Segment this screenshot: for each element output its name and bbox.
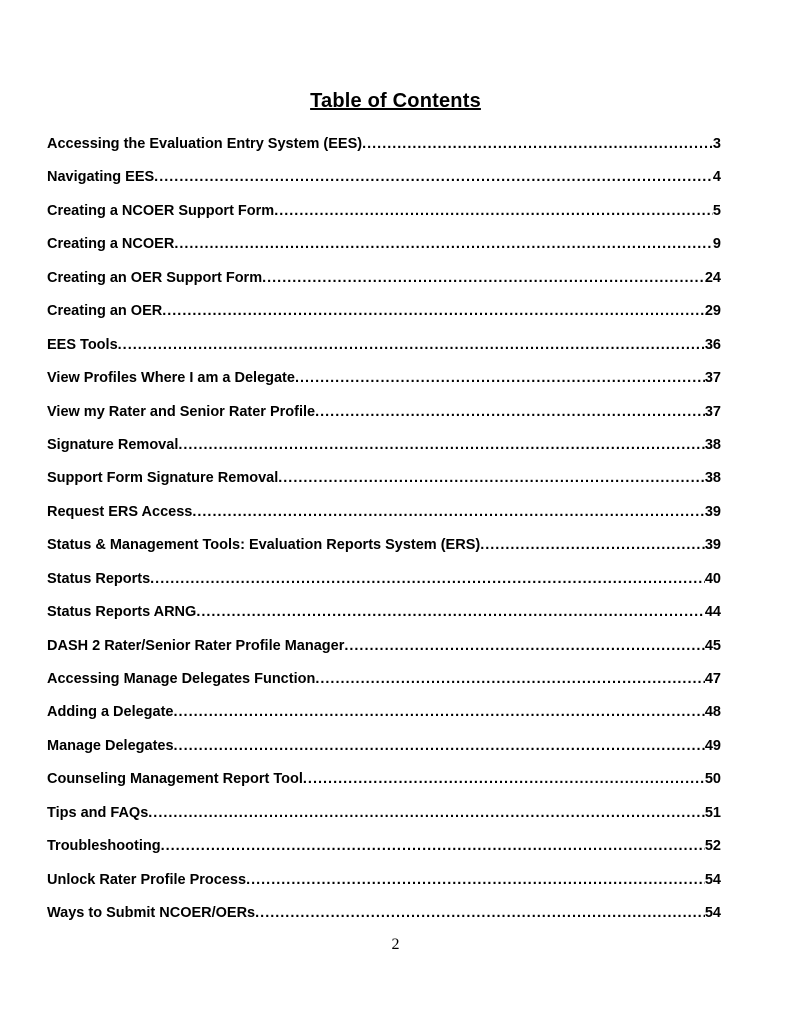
toc-leader-dots — [278, 470, 705, 486]
toc-entry-label: Creating a NCOER — [47, 236, 175, 253]
toc-entry[interactable] — [47, 604, 721, 637]
toc-entry[interactable] — [47, 504, 721, 537]
toc-entry-label: Signature Removal — [47, 436, 179, 453]
toc-entry-label: View Profiles Where I am a Delegate — [47, 370, 295, 387]
toc-leader-dots — [344, 638, 705, 654]
toc-entry[interactable] — [47, 905, 721, 938]
toc-leader-dots — [174, 236, 713, 252]
toc-entry[interactable] — [47, 169, 721, 202]
toc-entry[interactable] — [47, 236, 721, 269]
toc-entry[interactable] — [47, 805, 721, 838]
toc-entry-label: Unlock Rater Profile Process — [47, 871, 247, 888]
toc-leader-dots — [362, 136, 713, 152]
toc-entry-label: EES Tools — [47, 336, 118, 353]
toc-entry[interactable] — [47, 738, 721, 771]
toc-leader-dots — [192, 504, 705, 520]
toc-leader-dots — [162, 303, 705, 319]
toc-leader-dots — [174, 738, 705, 754]
toc-entry-page: 39 — [704, 537, 721, 554]
toc-entry-page: 54 — [704, 905, 721, 922]
toc-entry-page: 38 — [704, 470, 721, 487]
toc-entry-label: Ways to Submit NCOER/OERs — [47, 905, 256, 922]
toc-entry[interactable] — [47, 303, 721, 336]
toc-entry[interactable] — [47, 671, 721, 704]
toc-entry-label: Support Form Signature Removal — [47, 470, 279, 487]
toc-entry-label: Status & Management Tools: Evaluation Reports System (ERS) — [47, 537, 481, 554]
toc-entry[interactable] — [47, 537, 721, 570]
toc-entry-page: 50 — [704, 771, 721, 788]
toc-entry-page: 24 — [704, 269, 721, 286]
toc-entry-label: Creating a NCOER Support Form — [47, 202, 275, 219]
toc-leader-dots — [274, 203, 713, 219]
toc-entry-label: Manage Delegates — [47, 737, 174, 754]
toc-entry-label: Navigating EES — [47, 169, 155, 186]
toc-entry-label: Counseling Management Report Tool — [47, 771, 303, 788]
toc-entry[interactable] — [47, 370, 721, 403]
toc-entry-label: Accessing the Evaluation Entry System (EES) — [47, 136, 363, 152]
toc-entry-page: 54 — [704, 871, 721, 888]
toc-leader-dots — [295, 370, 705, 386]
toc-entry-page: 48 — [704, 704, 721, 721]
toc-entry-page: 38 — [704, 436, 721, 453]
toc-entry-page: 36 — [704, 336, 721, 353]
toc-entry[interactable] — [47, 337, 721, 370]
toc-leader-dots — [174, 704, 705, 720]
toc-entry-page: 52 — [704, 838, 721, 855]
toc-entry-label: DASH 2 Rater/Senior Rater Profile Manager — [47, 637, 345, 654]
toc-leader-dots — [148, 805, 705, 821]
toc-entry-page: 4 — [712, 169, 721, 186]
toc-entry[interactable] — [47, 437, 721, 470]
toc-entry[interactable] — [47, 571, 721, 604]
toc-leader-dots — [315, 404, 705, 420]
toc-entry-page: 49 — [704, 737, 721, 754]
toc-entry[interactable] — [47, 704, 721, 737]
footer-page-number: 2 — [391, 936, 400, 953]
toc-leader-dots — [262, 270, 705, 286]
toc-entry-page: 40 — [704, 570, 721, 587]
toc-leader-dots — [154, 169, 713, 185]
page-title: Table of Contents — [310, 90, 481, 112]
toc-entry-label: Status Reports ARNG — [47, 604, 197, 621]
toc-entry[interactable] — [47, 203, 721, 236]
toc-entry-page: 44 — [704, 604, 721, 621]
toc-entry-label: Troubleshooting — [47, 838, 161, 855]
toc-entry[interactable] — [47, 638, 721, 671]
toc-leader-dots — [303, 771, 705, 787]
toc-leader-dots — [480, 537, 705, 553]
toc-entry-label: Adding a Delegate — [47, 704, 174, 721]
toc-entry-label: Request ERS Access — [47, 503, 193, 520]
toc-entry[interactable] — [47, 838, 721, 871]
toc-entry-page: 51 — [704, 804, 721, 821]
toc-entry-label: View my Rater and Senior Rater Profile — [47, 403, 316, 420]
toc-leader-dots — [118, 337, 705, 353]
toc-entry-label: Status Reports — [47, 570, 151, 587]
toc-leader-dots — [178, 437, 705, 453]
toc-entry-label: Creating an OER — [47, 303, 163, 320]
toc-entry-page: 5 — [712, 202, 721, 219]
toc-leader-dots — [196, 604, 705, 620]
toc-entry-page: 47 — [704, 671, 721, 687]
toc-entry-page: 37 — [704, 403, 721, 420]
toc-entry[interactable] — [47, 872, 721, 905]
toc-leader-dots — [246, 872, 705, 888]
toc-entry-label: Creating an OER Support Form — [47, 269, 263, 286]
toc-entry-page: 3 — [712, 136, 721, 152]
toc-entry[interactable] — [47, 270, 721, 303]
toc-entry-page: 39 — [704, 503, 721, 520]
toc-entry-page: 29 — [704, 303, 721, 320]
toc-entry[interactable] — [47, 404, 721, 437]
toc-leader-dots — [315, 671, 705, 687]
toc-entry[interactable] — [47, 136, 721, 169]
toc-entry-page: 37 — [704, 370, 721, 387]
toc-entry-label: Accessing Manage Delegates Function — [47, 671, 316, 687]
toc-entry[interactable] — [47, 771, 721, 804]
toc-leader-dots — [150, 571, 705, 587]
toc-leader-dots — [161, 838, 705, 854]
toc-leader-dots — [255, 905, 705, 921]
toc-entry-label: Tips and FAQs — [47, 804, 149, 821]
table-of-contents — [47, 136, 721, 939]
toc-entry-page: 45 — [704, 637, 721, 654]
toc-entry[interactable] — [47, 470, 721, 503]
toc-entry-page: 9 — [712, 236, 721, 253]
